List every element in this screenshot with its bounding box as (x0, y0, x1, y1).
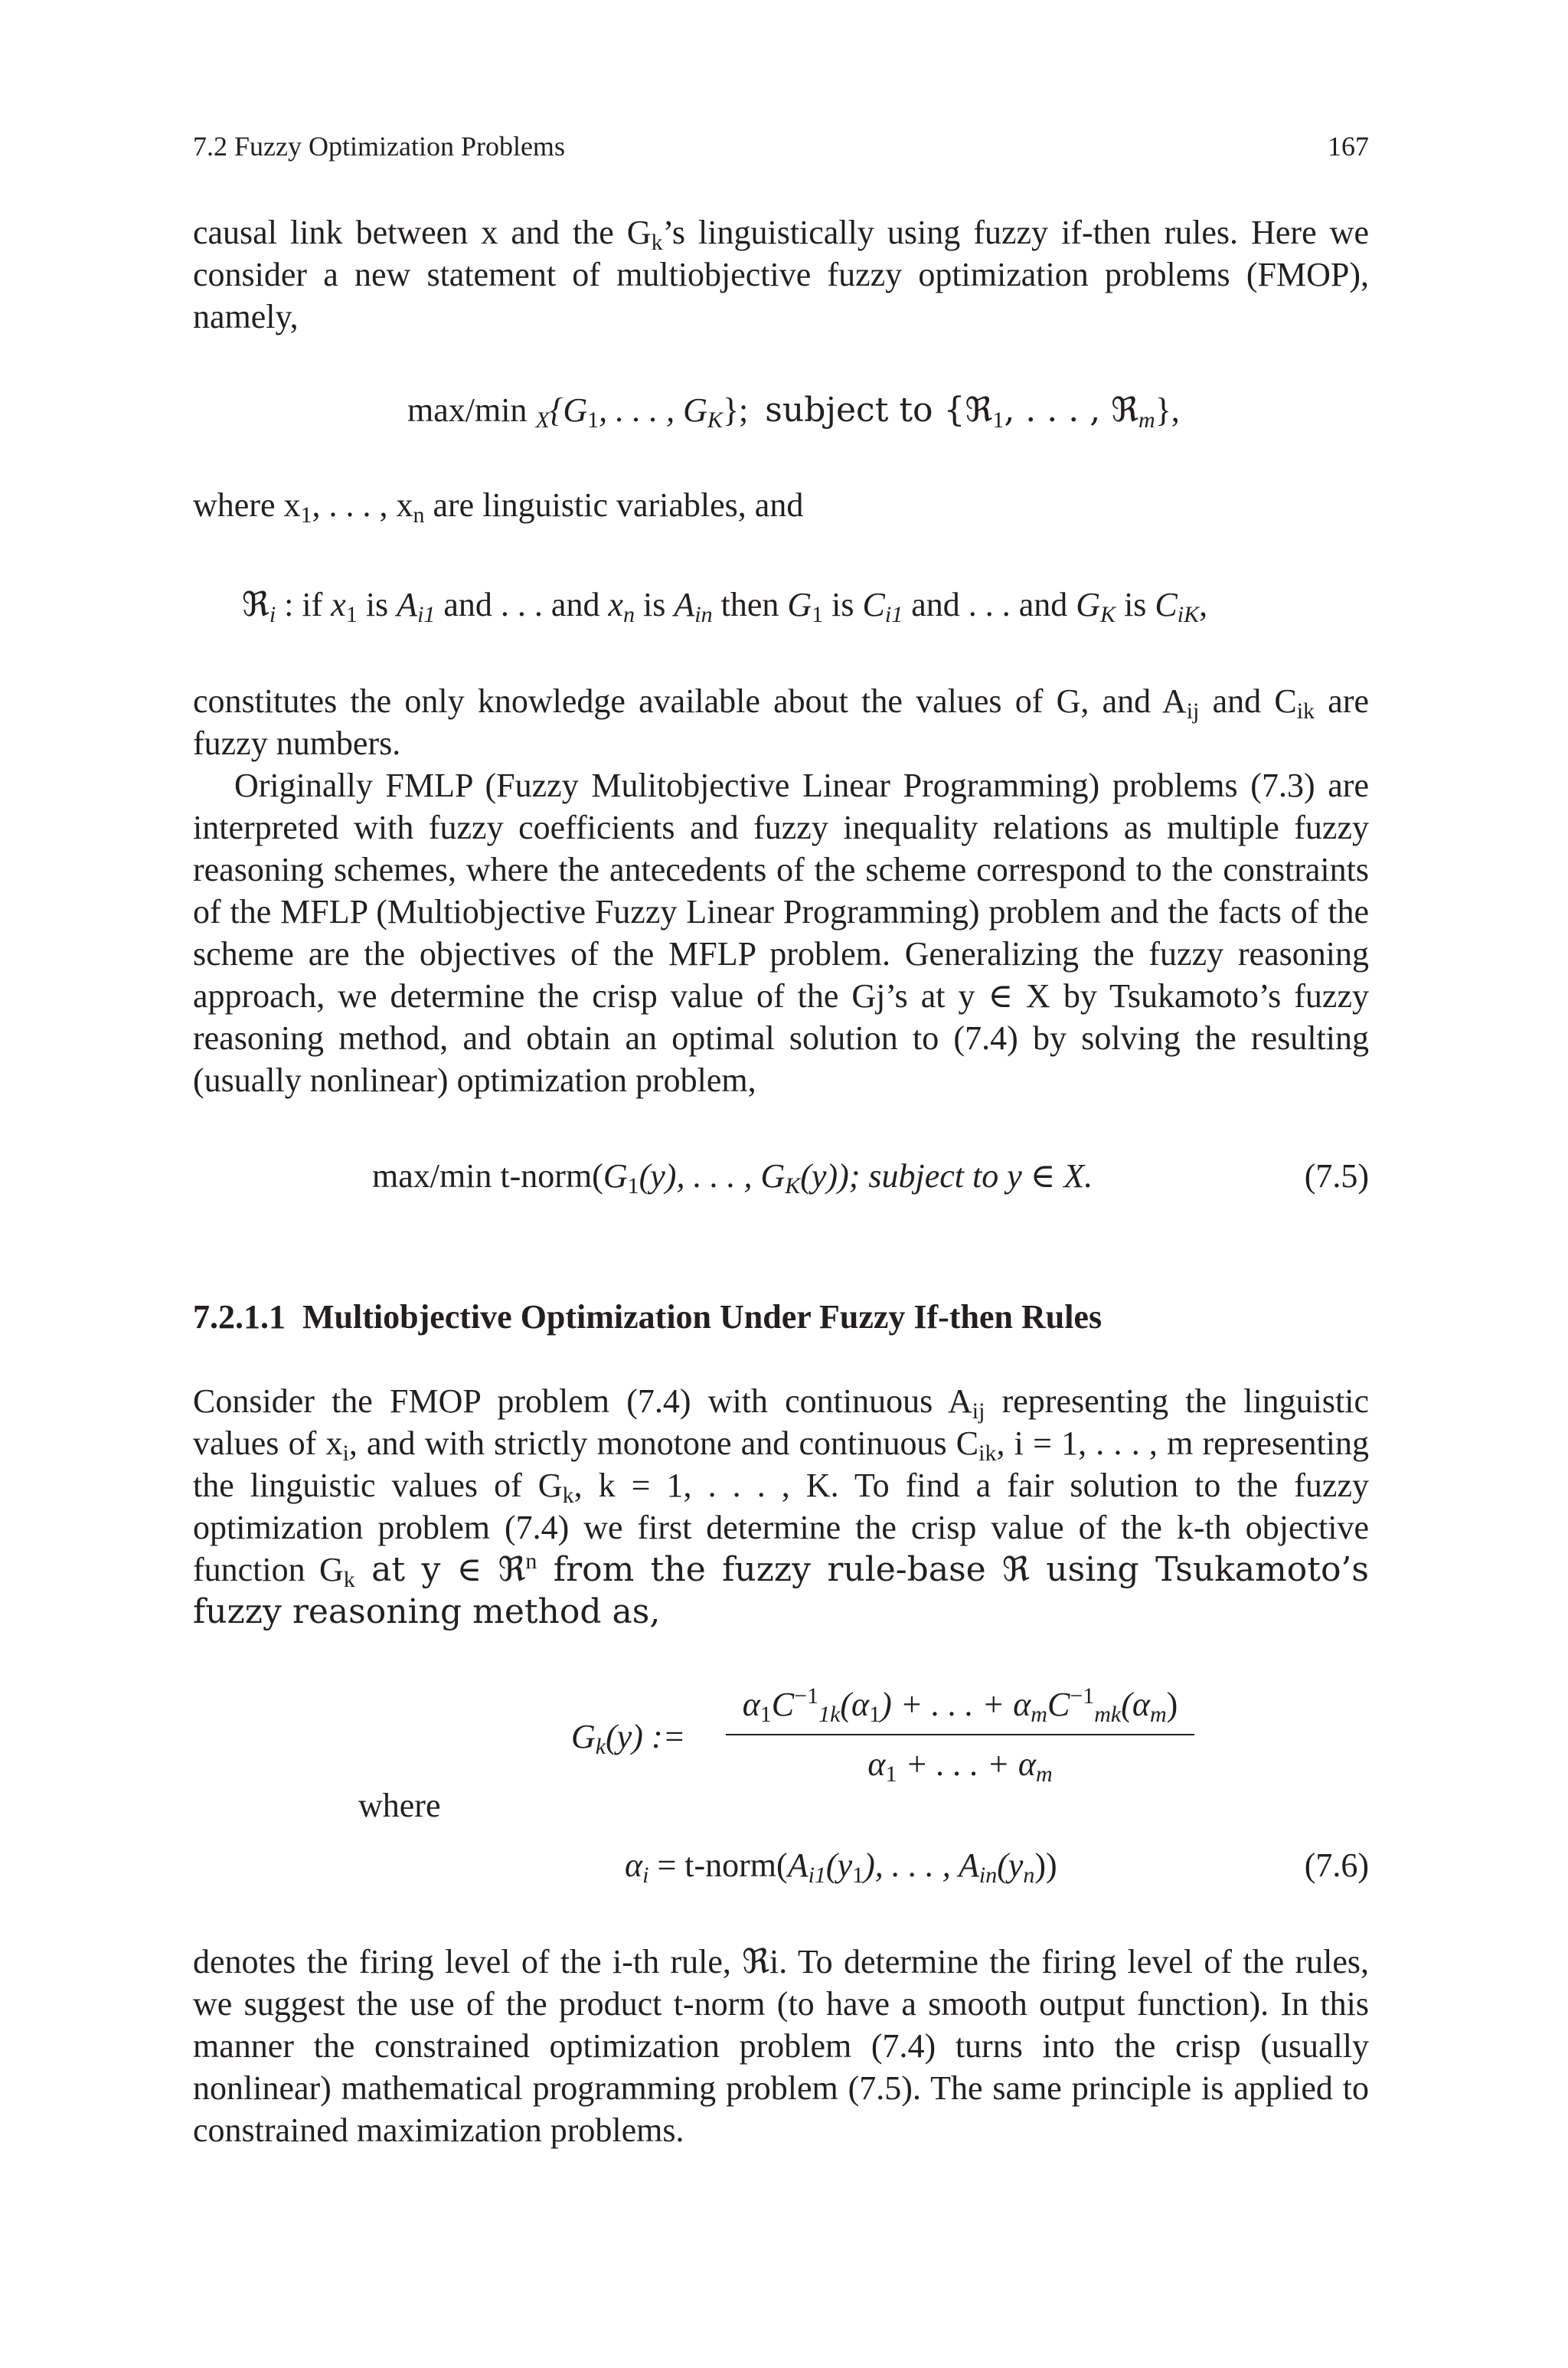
section-number: 7.2.1.1 (193, 1298, 286, 1336)
equation-7-6: $\alpha_i$ = $t-norm(A_{i1}(y_1)$, . . . , $A_{in}(y_n)$) (625, 1846, 1057, 1888)
equation-rule: ℜ$_i$ : if $x_1$ is $A_{i1}$ and . . . and $x_n$ is $A_{in}$ then $G_1$ is $C_{i1}$ and . . . and $G_K$ is $C_{iK}$, (242, 585, 1208, 627)
paragraph-consider: Consider the FMOP problem (7.4) with continuous $A_{ij}$ representing the linguistic values of $x_i$, and with strictly monotone and continuous $C_{ik}$, i = 1, . . . , m representing the linguistic values of $G_k$, k = 1, . . . , K. To find a fair solution to the fuzzy optimization problem (7.4) we first determine the crisp value of the k-th objective function $G_k$ at y ∈ ℜ$^n$ from the fuzzy rule-base ℜ using Tsukamoto’s fuzzy reasoning method as, (193, 1382, 1369, 1631)
where-label: where (358, 1787, 441, 1824)
paragraph-intro: causal link between x and the $G_k’s$ linguistically using fuzzy if-then rules. Here we consider a new statement of multiobjective fuzzy optimization problems (FMOP), namely, (193, 214, 1370, 335)
section-title: Multiobjective Optimization Under Fuzzy If-then Rules (302, 1298, 1102, 1336)
fraction-numerator: $\alpha_1C^{-1}_{1k}(\alpha_1)$ + . . . + $\alpha_mC^{-1}_{mk}(\alpha_m)$ (742, 1683, 1178, 1727)
equation-7-5: max/min $t-norm(G_1(y)$, . . . , $G_K(y)$); subject to y ∈ X. (372, 1157, 1093, 1199)
running-head (193, 130, 1369, 164)
equation-gk-lhs: $G_k(y)$ := (571, 1718, 686, 1759)
paragraph-fmlp: Originally FMLP (Fuzzy Mulitobjective Linear Programming) problems (7.3) are interpreted with fuzzy coefficients and fuzzy inequality relations as multiple fuzzy reasoning schemes, where the antecedents of the scheme correspond to the constraints of the MFLP (Multiobjective Fuzzy Linear Programming) problem and the facts of the scheme are the objectives of the MFLP problem. Generalizing the fuzzy reasoning approach, we determine the crisp value of the Gj’s at y ∈ X by Tsukamoto’s fuzzy reasoning method, and obtain an optimal solution to (7.4) by solving the resulting (usually nonlinear) optimization problem, (193, 767, 1369, 1099)
section-heading (193, 1296, 1369, 1338)
where-variables-line: where $x_1$, . . . , $x_n$ are linguistic variables, and (193, 486, 804, 528)
equation-number-7-5: (7.5) (1304, 1157, 1369, 1195)
equation-number-7-6: (7.6) (1304, 1846, 1369, 1884)
page-number: 167 (1328, 131, 1369, 162)
equation-fmop: max/min $_X\{G_1$, . . . , $G_K$}; subject to {ℜ$_1$, . . . , ℜ$_m$}, (407, 391, 1180, 433)
fraction-denominator: $\alpha_1$ + . . . + $\alpha_m$ (867, 1745, 1053, 1787)
paragraph-knowledge: constitutes the only knowledge available about the values of G, and $A_{ij}$ and $C_{ik}$ are fuzzy numbers. (193, 682, 1369, 762)
fraction-bar (726, 1734, 1194, 1735)
equation-gk-fraction (726, 1683, 1194, 1789)
running-head-title: 7.2 Fuzzy Optimization Problems (193, 131, 565, 162)
paragraph-firing-level: denotes the firing level of the i-th rule, ℜi. To determine the firing level of the rules, we suggest the use of the product t-norm (to have a smooth output function). In this manner the constrained optimization problem (7.4) turns into the crisp (usually nonlinear) mathematical programming problem (7.5). The same principle is applied to constrained maximization problems. (193, 1943, 1369, 2149)
